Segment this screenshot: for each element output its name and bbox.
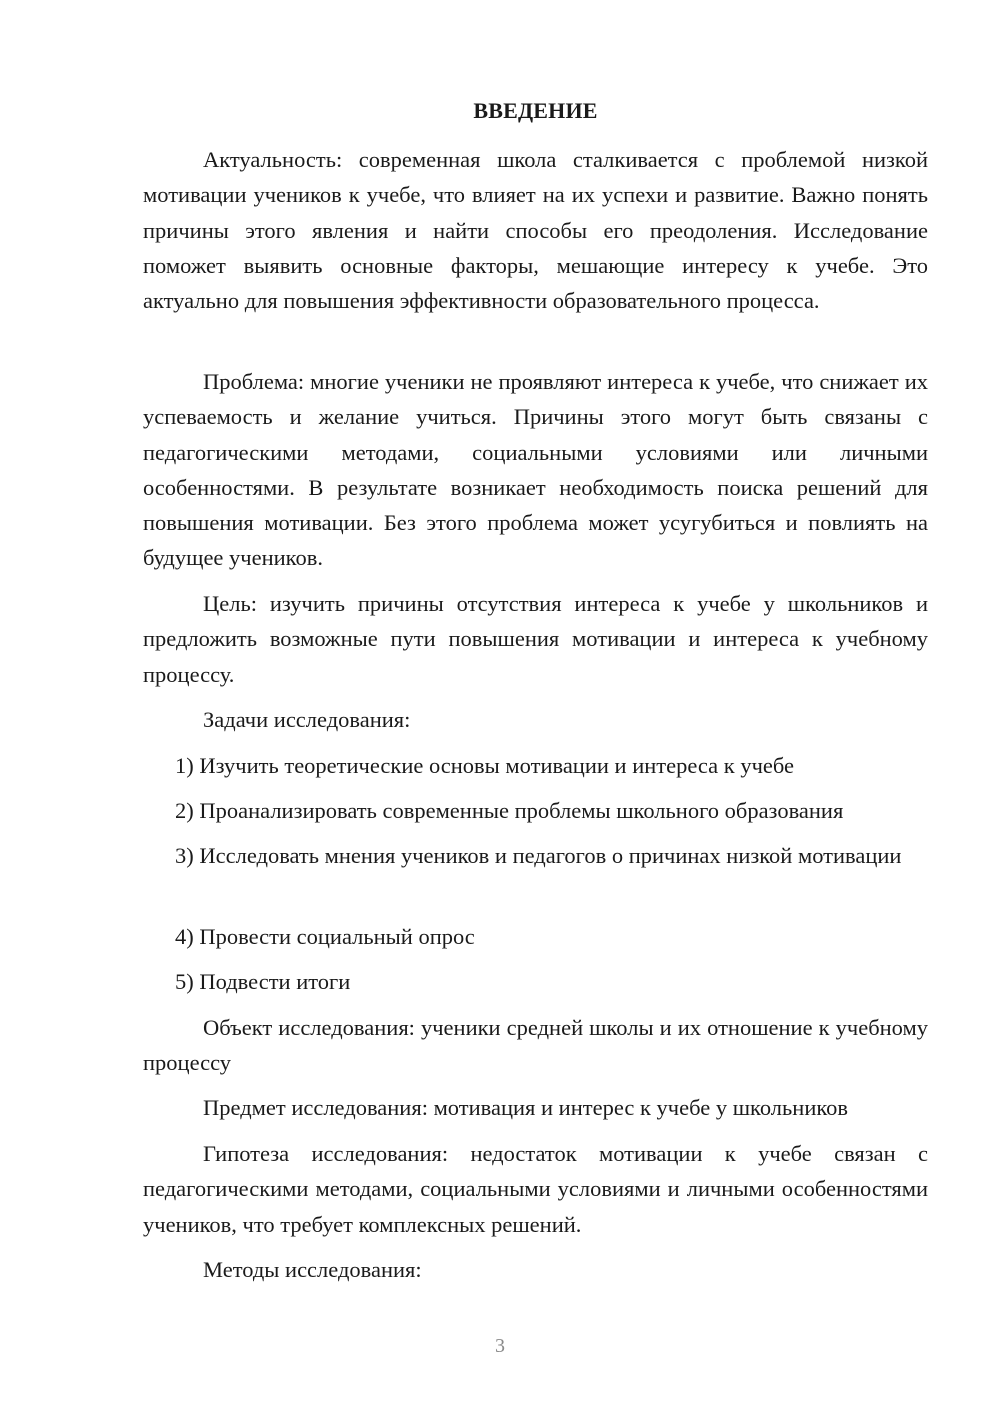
task-item: 5) Подвести итоги [175,969,351,994]
task-item: 1) Изучить теоретические основы мотивации и интереса к учебе [175,753,795,778]
task-item: 4) Провести социальный опрос [175,924,475,949]
tasks-title: Задачи исследования: [203,707,411,732]
document-page [143,0,928,1414]
page-number: 3 [495,1335,505,1357]
task-item: 2) Проанализировать современные проблемы школьного образования [175,798,844,823]
goal-paragraph: Цель: изучить причины отсутствия интереса к учебе у школьников и предложить возможные пути повышения мотивации и интереса к учебному процессу. [143,591,928,687]
object-paragraph: Объект исследования: ученики средней школы и их отношение к учебному процессу [143,1015,928,1076]
subject-paragraph: Предмет исследования: мотивация и интерес к учебе у школьников [203,1095,849,1120]
section-heading: ВВЕДЕНИЕ [473,98,598,123]
methods-title: Методы исследования: [203,1257,422,1282]
problem-paragraph: Проблема: многие ученики не проявляют интереса к учебе, что снижает их успеваемость и желание учиться. Причины этого могут быть связаны с педагогическими методами, социальными условиями или личными особенностями. В результате возникает необходимость поиска решений для повышения мотивации. Без этого проблема может усугубиться и повлиять на будущее учеников. [143,369,928,571]
task-item: 3) Исследовать мнения учеников и педагогов о причинах низкой мотивации [175,843,902,868]
relevance-paragraph: Актуальность: современная школа сталкивается с проблемой низкой мотивации учеников к учебе, что влияет на их успехи и развитие. Важно понять причины этого явления и найти способы его преодоления. Исследование поможет выявить основные факторы, мешающие интересу к учебе. Это актуально для повышения эффективности образовательного процесса. [143,147,928,314]
hypothesis-paragraph: Гипотеза исследования: недостаток мотивации к учебе связан с педагогическими методами, социальными условиями и личными особенностями учеников, что требует комплексных решений. [143,1141,928,1237]
